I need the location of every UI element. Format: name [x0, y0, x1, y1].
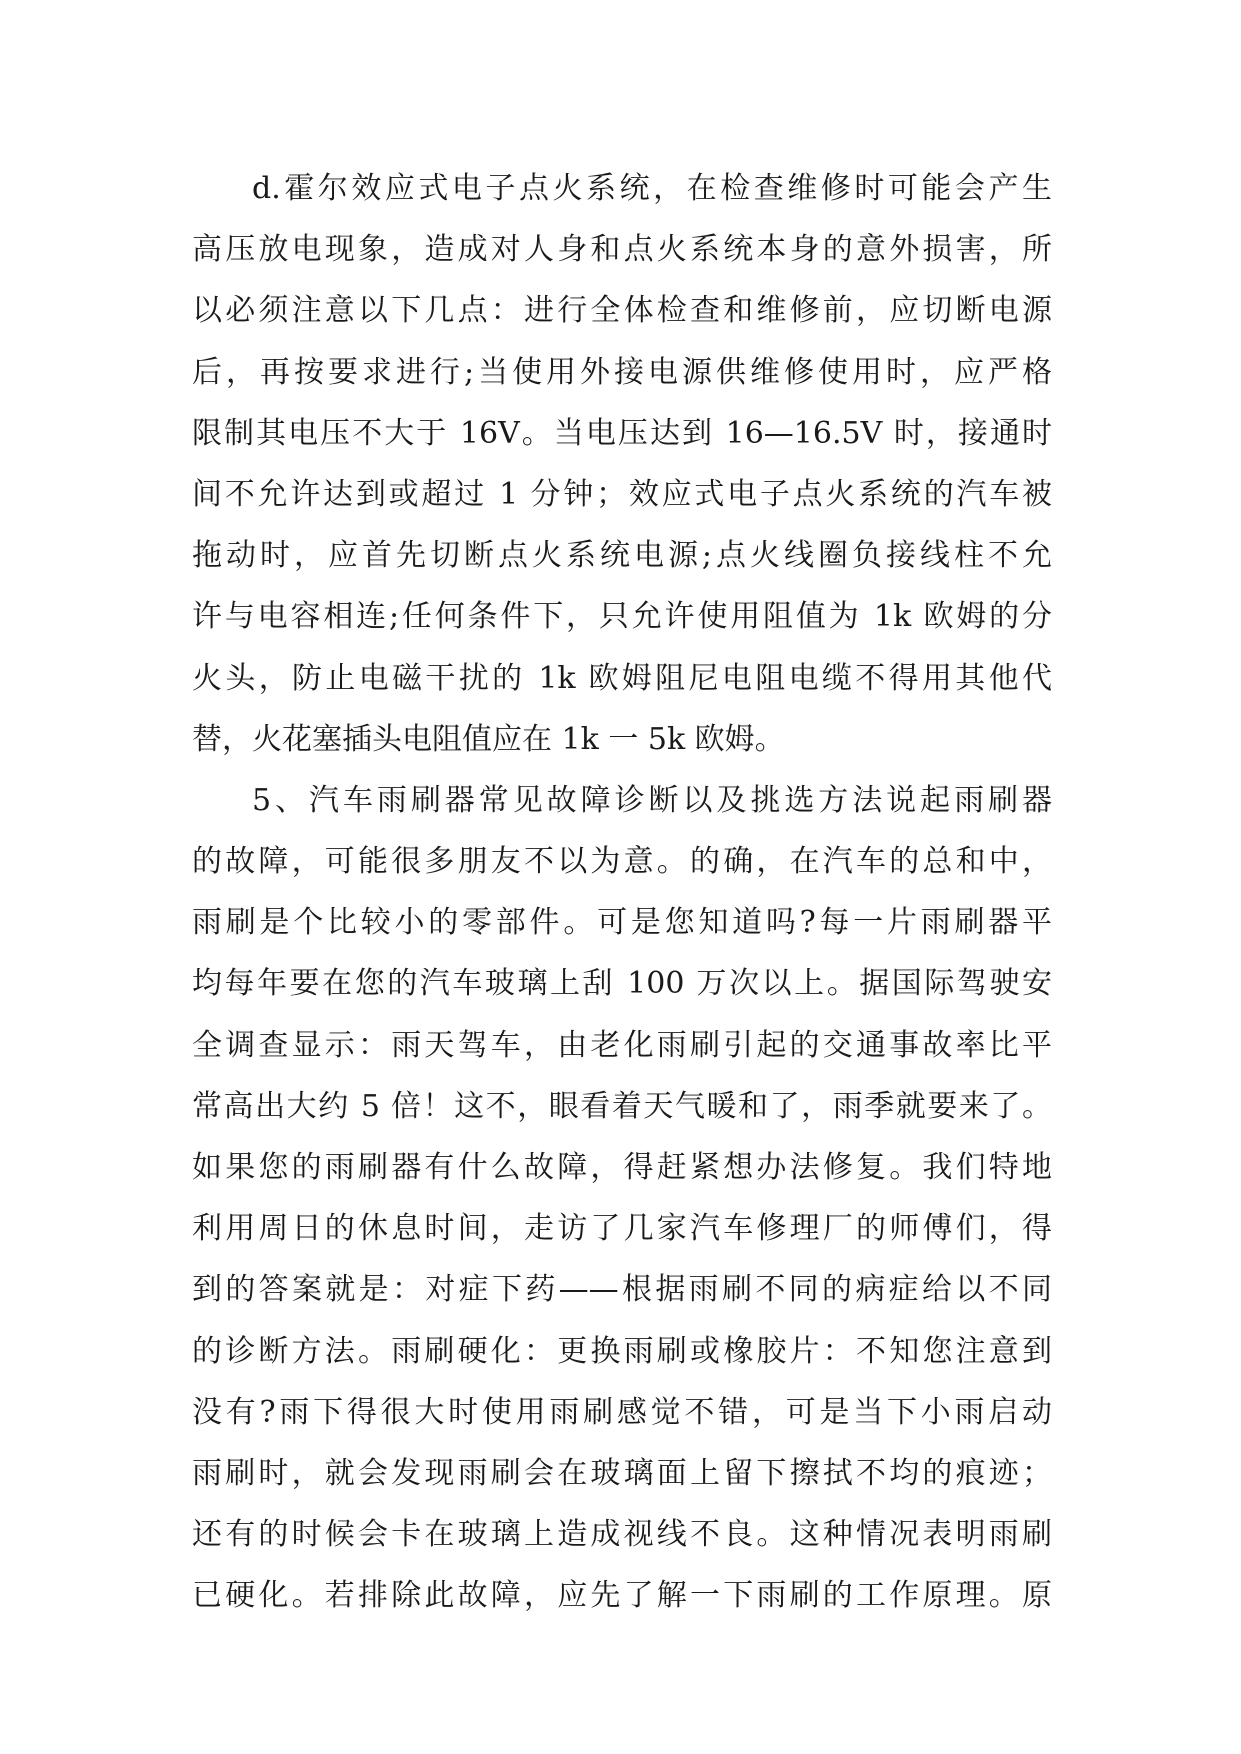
paragraph-ignition-notes	[192, 158, 1052, 770]
text-line: 到的答案就是：对症下药——根据雨刷不同的病症给以不同	[192, 1272, 1052, 1308]
text-line: 限制其电压不大于 16V。当电压达到 16—16.5V 时，接通时	[192, 415, 1052, 451]
text-line: 后，再按要求进行;当使用外接电源供维修使用时，应严格	[192, 354, 1052, 390]
text-line: 雨刷是个比较小的零部件。可是您知道吗?每一片雨刷器平	[192, 905, 1052, 941]
text-line: 高压放电现象，造成对人身和点火系统本身的意外损害，所	[192, 232, 1052, 268]
text-line: 雨刷时，就会发现雨刷会在玻璃面上留下擦拭不均的痕迹；	[192, 1455, 1052, 1491]
text-line: d.霍尔效应式电子点火系统，在检查维修时可能会产生	[252, 171, 1052, 206]
text-line: 已硬化。若排除此故障，应先了解一下雨刷的工作原理。原	[192, 1578, 1052, 1614]
body-text	[192, 158, 1052, 1627]
text-line: 的诊断方法。雨刷硬化：更换雨刷或橡胶片：不知您注意到	[192, 1333, 1052, 1369]
text-line: 火头，防止电磁干扰的 1k 欧姆阻尼电阻电缆不得用其他代	[192, 660, 1052, 696]
text-line: 还有的时候会卡在玻璃上造成视线不良。这种情况表明雨刷	[192, 1517, 1052, 1553]
text-line: 拖动时，应首先切断点火系统电源;点火线圈负接线柱不允	[192, 538, 1052, 574]
text-line: 许与电容相连;任何条件下，只允许使用阻值为 1k 欧姆的分	[192, 599, 1052, 635]
text-line: 间不允许达到或超过 1 分钟；效应式电子点火系统的汽车被	[192, 476, 1052, 512]
paragraph-wiper-faults	[192, 770, 1052, 1627]
text-line: 没有?雨下得很大时使用雨刷感觉不错，可是当下小雨启动	[192, 1394, 1052, 1430]
text-line: 以必须注意以下几点：进行全体检查和维修前，应切断电源	[192, 293, 1052, 329]
text-line: 如果您的雨刷器有什么故障，得赶紧想办法修复。我们特地	[192, 1150, 1052, 1185]
text-line: 均每年要在您的汽车玻璃上刮 100 万次以上。据国际驾驶安	[192, 966, 1052, 1002]
text-line: 常高出大约 5 倍！这不，眼看着天气暖和了，雨季就要来了。	[192, 1088, 1052, 1124]
text-line: 利用周日的休息时间，走访了几家汽车修理厂的师傅们，得	[192, 1211, 1052, 1247]
text-line: 全调查显示：雨天驾车，由老化雨刷引起的交通事故率比平	[192, 1027, 1052, 1063]
text-line: 的故障，可能很多朋友不以为意。的确，在汽车的总和中，	[192, 844, 1052, 880]
text-line: 5、汽车雨刷器常见故障诊断以及挑选方法说起雨刷器	[252, 782, 1052, 818]
text-line: 替，火花塞插头电阻值应在 1k 一 5k 欧姆。	[192, 721, 785, 757]
